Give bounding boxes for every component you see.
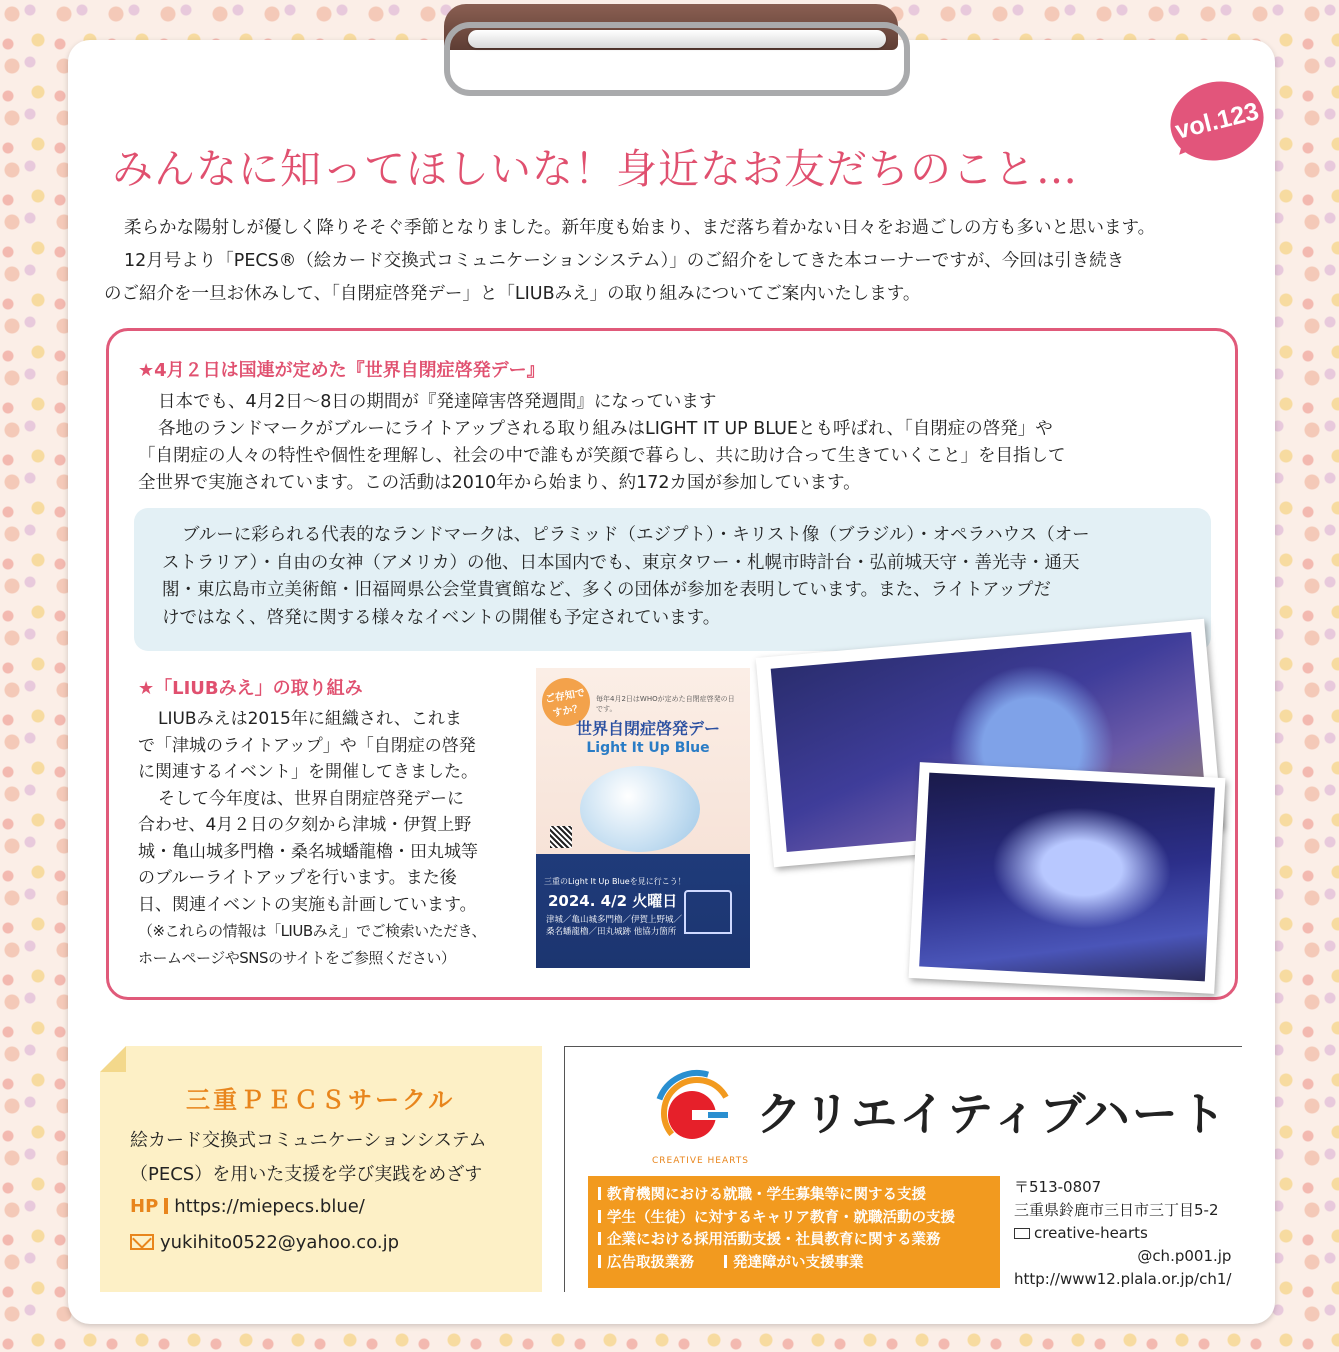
section2-line-5: 合わせ、4月２日の夕刻から津城・伊賀上野 <box>138 815 472 835</box>
poster-venues: 津城／亀山城多門櫓／伊賀上野城／桑名蟠龍櫓／田丸城跡 他協力箇所 <box>546 915 683 937</box>
company-email-line: creative-hearts <box>1014 1222 1231 1245</box>
infobox-line-2: ストラリア）・自由の女神（アメリカ）の他、日本国内でも、東京タワー・札幌市時計台・弘前城天守・善光寺・通天 <box>162 552 1080 573</box>
landmark-infobox-text <box>162 522 1192 632</box>
pecs-desc-2: （PECS）を用いた支援を学び実践をめざす <box>130 1164 483 1185</box>
section2-line-8: 日、関連イベントの実施も計画しています。 <box>138 894 477 915</box>
section2-line-2: で「津城のライトアップ」や「自閉症の啓発 <box>138 735 476 756</box>
infobox-line-3: 閣・東広島市立美術館・旧福岡県公会堂貴賓館など、多くの団体が参加を表明しています。また、ライトアップだ <box>162 580 1051 600</box>
poster-date: 2024. 4/2 火曜日 <box>548 892 678 910</box>
intro-line-3: のご紹介を一旦お休みして、「自閉症啓発デー」と「LIUBみえ」の取り組みについてご案内いたします。 <box>104 284 921 304</box>
postal-code: 〒513-0807 <box>1014 1178 1102 1196</box>
section2-body <box>138 706 530 971</box>
company-name-en: CREATIVE HEARTS <box>652 1156 749 1166</box>
company-email-domain[interactable]: @ch.p001.jp <box>1137 1247 1232 1265</box>
street-address: 三重県鈴鹿市三日市三丁目5-2 <box>1014 1201 1219 1219</box>
hp-label: HP <box>130 1196 159 1217</box>
creative-hearts-logo-icon <box>652 1068 742 1158</box>
section2-heading: ★「LIUBみえ」の取り組み <box>138 678 363 699</box>
infobox-line-4: けではなく、啓発に関する様々なイベントの開催も予定されています。 <box>162 607 721 628</box>
pecs-circle-title: 三重ＰＥＣＳサークル <box>186 1086 456 1114</box>
pecs-email <box>130 1232 399 1253</box>
pecs-panel-fold <box>100 1046 126 1072</box>
service-item: 広告取扱業務 発達障がい支援事業 <box>598 1252 1000 1275</box>
section2-note-1: （※これらの情報は「LIUBみえ」でご検索いただき、 <box>138 922 487 940</box>
intro-line-2: 12月号より「PECS®（絵カード交換式コミュニケーションシステム）」のご紹介をしてきた本コーナーですが、今回は引き続き <box>124 251 1125 271</box>
service-item: 学生（生徒）に対するキャリア教育・就職活動の支援 <box>598 1207 1000 1230</box>
volume-badge: vol.123 <box>1162 72 1272 170</box>
section2-note-2: ホームページやSNSのサイトをご参照ください） <box>138 948 456 967</box>
section1-heading: ★4月２日は国連が定めた『世界自閉症啓発デー』 <box>138 360 545 381</box>
qr-code-icon <box>550 826 572 848</box>
pecs-desc-1: 絵カード交換式コミュニケーションシステム <box>130 1130 487 1151</box>
section1-line-4: 全世界で実施されています。この活動は2010年から始まり、約172カ国が参加しています。 <box>138 473 861 493</box>
section1-line-3: 「自閉症の人々の特性や個性を理解し、社会の中で誰もが笑顔で暮らし、共に助け合って生きていくこと」を目指して <box>138 446 1066 466</box>
castle-photo-2-image <box>919 773 1215 982</box>
company-top-rule <box>564 1046 1242 1047</box>
page-title: みんなに知ってほしいな！身近なお友だちのこと… <box>112 145 1078 193</box>
intro-line-1: 柔らかな陽射しが優しく降りそそぐ季節となりました。新年度も始まり、まだ落ち着かない日々をお過ごしの方も多いと思います。 <box>124 218 1156 238</box>
section1-body <box>138 389 1228 497</box>
section2-line-4: そして今年度は、世界自閉症啓発デーに <box>158 788 464 809</box>
company-url[interactable]: http://www12.plala.or.jp/ch1/ <box>1014 1270 1232 1288</box>
company-name: クリエイティブハート <box>756 1087 1228 1141</box>
section1-line-1: 日本でも、4月2日～8日の期間が『発達障害啓発週間』になっています <box>158 392 717 412</box>
company-services <box>588 1176 1000 1288</box>
hp-link[interactable]: https://miepecs.blue/ <box>174 1196 365 1217</box>
hp-separator <box>164 1198 168 1214</box>
clipboard-bar <box>468 30 886 48</box>
section2-line-6: 城・亀山城多門櫓・桑名城蟠龍櫓・田丸城等 <box>138 841 478 862</box>
mail-icon <box>130 1234 154 1250</box>
section2-line-7: のブルーライトアップを行います。また後 <box>138 868 457 888</box>
poster-title: 世界自閉症啓発デー <box>575 719 720 738</box>
company-side-rule <box>564 1046 565 1292</box>
castle-photo-2 <box>909 762 1226 994</box>
intro-text <box>104 212 1254 311</box>
poster-badge: ご存知ですか？ <box>538 674 594 730</box>
mail-icon <box>1014 1228 1030 1239</box>
castle-icon <box>684 890 732 934</box>
company-address <box>1014 1176 1231 1291</box>
section2-line-3: に関連するイベント」を開催してきました。 <box>138 762 478 782</box>
service-item: 企業における採用活動支援・社員教育に関する業務 <box>598 1229 1000 1252</box>
poster-subtitle: 毎年4月2日はWHOが定めた自閉症啓発の日です。 <box>596 695 735 713</box>
globe-illustration <box>580 766 700 852</box>
poster-title-en: Light It Up Blue <box>586 740 710 756</box>
event-poster <box>536 668 750 968</box>
section1-line-2: 各地のランドマークがブルーにライトアップされる取り組みはLIGHT IT UP BLUEとも呼ばれ、「自閉症の啓発」や <box>158 419 1053 439</box>
pecs-homepage <box>130 1196 365 1217</box>
pecs-email-link[interactable]: yukihito0522@yahoo.co.jp <box>160 1232 400 1253</box>
service-item: 教育機関における就職・学生募集等に関する支援 <box>598 1184 1000 1207</box>
infobox-line-1: ブルーに彩られる代表的なランドマークは、ピラミッド（エジプト）・キリスト像（ブラジル）・オペラハウス（オー <box>182 525 1090 545</box>
section2-line-1: LIUBみえは2015年に組織され、これま <box>158 709 462 729</box>
poster-lead: 三重のLight It Up Blueを見に行こう！ <box>544 877 686 886</box>
